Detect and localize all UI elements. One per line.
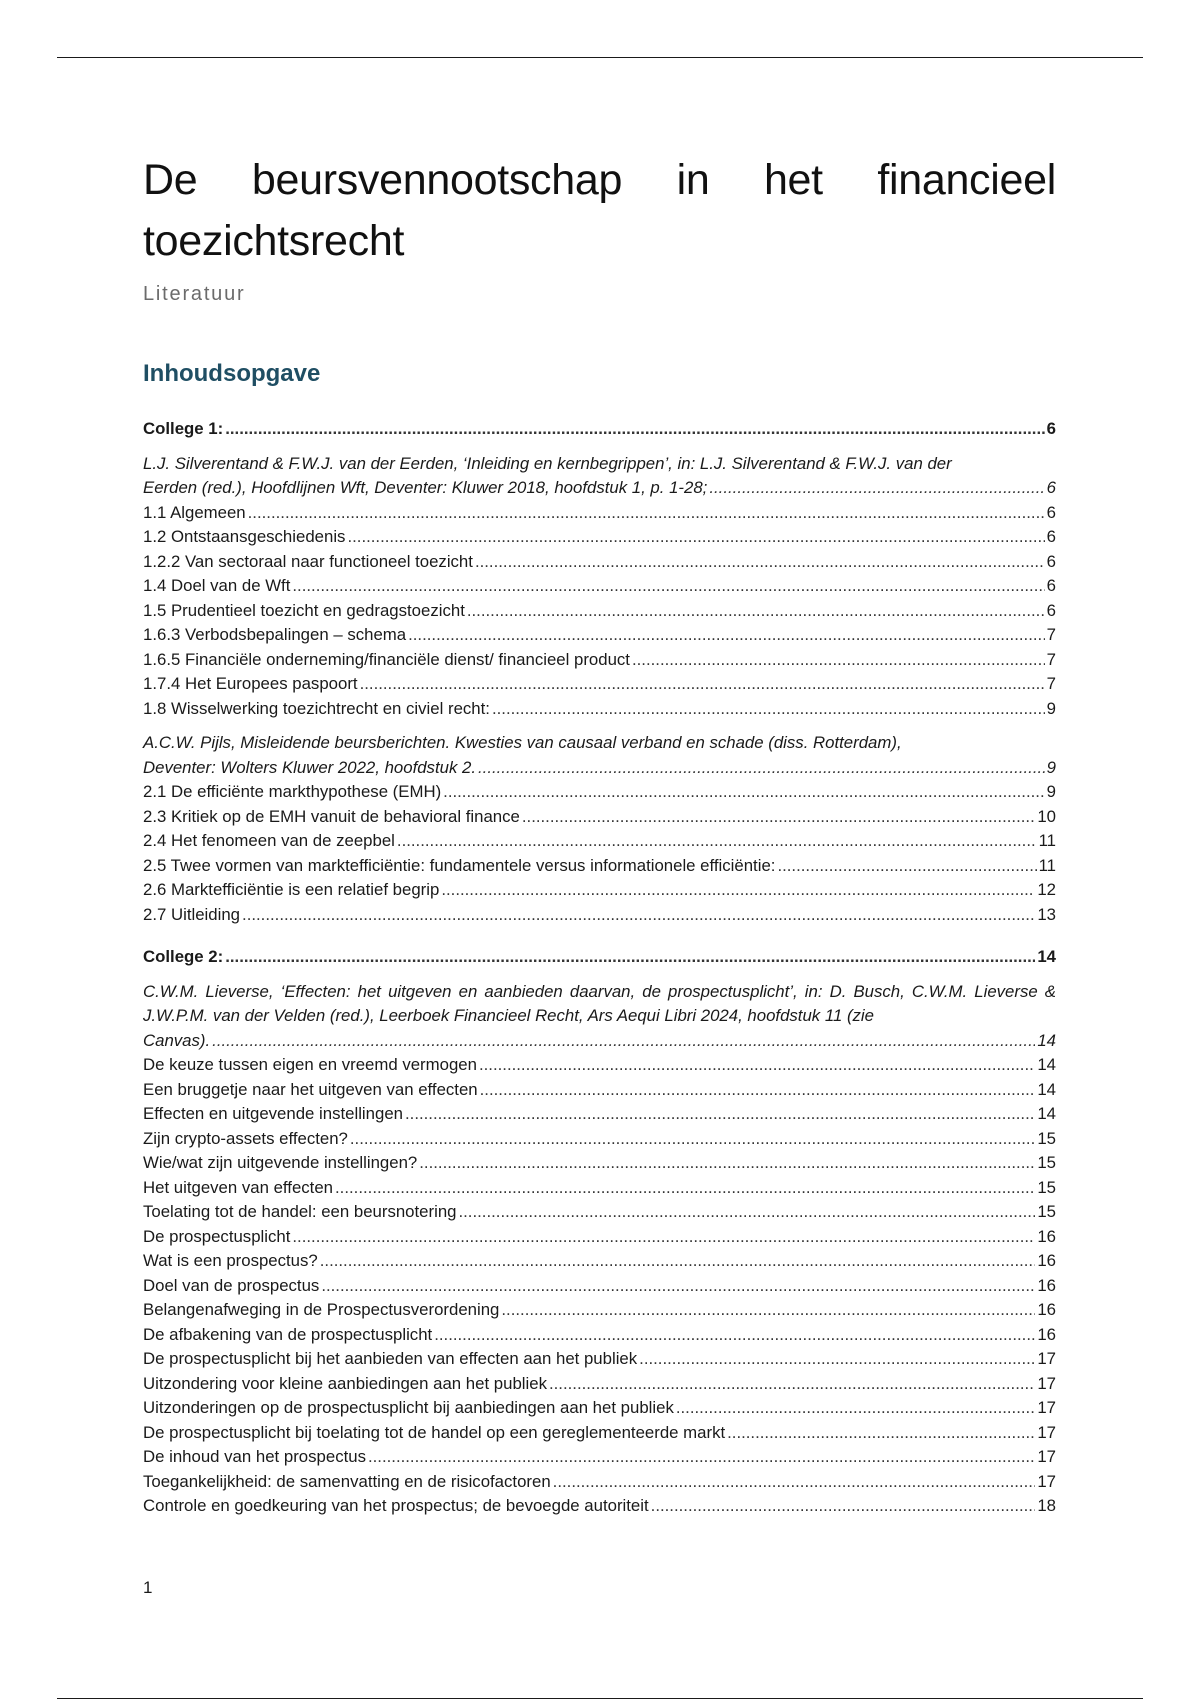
toc-entry-label: Effecten en uitgevende instellingen (143, 1104, 403, 1123)
toc-entry[interactable] (143, 525, 1056, 550)
toc-entry-page: 15 (1037, 1202, 1056, 1221)
toc-entry-page: 9 (1046, 698, 1056, 718)
toc-leader-dots (292, 574, 1044, 599)
toc-entry-page: 17 (1037, 1398, 1056, 1417)
toc-entry-page: 14 (1037, 947, 1056, 966)
toc-leader-dots (225, 945, 1035, 970)
toc-entry-page: 6 (1046, 576, 1056, 595)
toc-leader-dots (212, 1029, 1035, 1054)
toc-entry[interactable] (143, 854, 1056, 879)
toc-entry[interactable] (143, 805, 1056, 830)
toc-entry[interactable] (143, 574, 1056, 599)
toc-entry[interactable] (143, 501, 1056, 526)
toc-leader-dots (553, 1470, 1036, 1495)
toc-entry[interactable] (143, 550, 1056, 575)
toc-entry-page: 6 (1046, 551, 1056, 571)
toc-entry-page: 6 (1046, 527, 1056, 546)
toc-entry[interactable] (143, 697, 1056, 722)
toc-entry-label: Toegankelijkheid: de samenvatting en de risicofactoren (143, 1471, 551, 1491)
document-title: De beursvennootschap in het financieel toezichtsrecht (143, 156, 1056, 265)
toc-entry-label: College 1: (143, 419, 224, 438)
toc-entry-label: 2.1 De efficiënte markthypothese (EMH) (143, 782, 442, 801)
toc-leader-dots (480, 1078, 1036, 1103)
toc-entry[interactable] (143, 1421, 1056, 1446)
toc-entry[interactable] (143, 903, 1056, 928)
toc-leader-dots (335, 1176, 1035, 1201)
toc-entry-page: 17 (1037, 1447, 1056, 1466)
toc-leader-dots (419, 1151, 1035, 1176)
toc-entry-page: 17 (1037, 1349, 1056, 1368)
toc-entry-page: 13 (1037, 904, 1056, 924)
toc-leader-dots (549, 1372, 1035, 1397)
toc-entry[interactable] (143, 1127, 1056, 1152)
toc-leader-dots (408, 623, 1045, 648)
toc-reference-last-line (143, 756, 1056, 781)
toc-leader-dots (522, 805, 1035, 830)
toc-entry-label: 1.1 Algemeen (143, 502, 246, 522)
toc-entries-college-2 (143, 1053, 1056, 1519)
toc-entry-page: 7 (1046, 674, 1056, 693)
toc-entry-label: 2.5 Twee vormen van marktefficiëntie: fundamentele versus informationele efficiëntie: (143, 855, 776, 875)
toc-entry-page: 16 (1037, 1300, 1056, 1319)
toc-entry-label: Wie/wat zijn uitgevende instellingen? (143, 1153, 418, 1172)
toc-entry-label: Zijn crypto-assets effecten? (143, 1128, 348, 1148)
toc-entry-page: 16 (1037, 1324, 1056, 1344)
toc-leader-dots (639, 1347, 1035, 1372)
toc-entry-label: Deventer: Wolters Kluwer 2022, hoofdstuk 2. (143, 757, 476, 777)
toc-entry-page: 15 (1037, 1128, 1056, 1148)
table-of-contents (143, 417, 1056, 1519)
toc-entry-page: 18 (1037, 1496, 1056, 1515)
toc-leader-dots (492, 697, 1045, 722)
toc-entry-page: 17 (1037, 1422, 1056, 1442)
toc-entry-label: 1.7.4 Het Europees paspoort (143, 674, 358, 693)
toc-leader-dots (360, 672, 1045, 697)
toc-entry-label: 2.7 Uitleiding (143, 904, 241, 924)
toc-entry-page: 16 (1037, 1275, 1056, 1295)
toc-entry[interactable] (143, 1200, 1056, 1225)
toc-college-2[interactable] (143, 945, 1056, 970)
toc-entry-label: Een bruggetje naar het uitgeven van effecten (143, 1079, 478, 1099)
toc-leader-dots (347, 525, 1044, 550)
toc-entry[interactable] (143, 672, 1056, 697)
toc-entry-page: 11 (1038, 855, 1056, 875)
toc-entry[interactable] (143, 1078, 1056, 1103)
toc-entry[interactable] (143, 1470, 1056, 1495)
toc-entry[interactable] (143, 1249, 1056, 1274)
toc-entry[interactable] (143, 599, 1056, 624)
toc-entry-label: Uitzondering voor kleine aanbiedingen aan het publiek (143, 1373, 547, 1393)
toc-leader-dots (242, 903, 1035, 928)
toc-leader-dots (320, 1249, 1036, 1274)
toc-entry-page: 6 (1046, 502, 1056, 522)
toc-entry-label: Belangenafweging in de Prospectusverordening (143, 1300, 500, 1319)
toc-heading: Inhoudsopgave (143, 360, 321, 387)
toc-entry-label: De inhoud van het prospectus (143, 1447, 366, 1466)
toc-leader-dots (434, 1323, 1035, 1348)
toc-entry[interactable] (143, 1372, 1056, 1397)
toc-entry-label: De afbakening van de prospectusplicht (143, 1324, 433, 1344)
toc-leader-dots (292, 1225, 1035, 1250)
toc-leader-dots (397, 829, 1037, 854)
toc-entry[interactable] (143, 1274, 1056, 1299)
toc-entries-college-1-part-2 (143, 780, 1056, 927)
toc-entry-page: 14 (1037, 1030, 1056, 1050)
toc-entry-page: 6 (1046, 478, 1056, 497)
toc-entry-label: Uitzonderingen op de prospectusplicht bij aanbiedingen aan het publiek (143, 1398, 674, 1417)
toc-leader-dots (777, 854, 1036, 879)
toc-leader-dots (479, 1053, 1035, 1078)
toc-entry[interactable] (143, 1102, 1056, 1127)
toc-entry-label: De prospectusplicht bij het aanbieden van effecten aan het publiek (143, 1349, 638, 1368)
toc-entry-page: 11 (1038, 831, 1056, 850)
toc-entry[interactable] (143, 829, 1056, 854)
toc-reference-text: A.C.W. Pijls, Misleidende beursberichten. Kwesties van causaal verband en schade (diss. Rotterdam), (143, 733, 902, 752)
toc-entry-label: 1.5 Prudentieel toezicht en gedragstoezicht (143, 600, 465, 620)
toc-entry-label: 1.2.2 Van sectoraal naar functioneel toezicht (143, 551, 473, 571)
toc-reference-text: C.W.M. Lieverse, ‘Effecten: het uitgeven en aanbieden daarvan, de prospectusplicht’, in: D. Busch, C.W.M. Lieverse & J.W.P.M. van der Velden (red.), Leerboek Financieel Recht, Ars Aequi Libri 2024, hoofdstuk 11 (zie (143, 981, 1056, 1025)
toc-entry-label: 2.6 Marktefficiëntie is een relatief begrip (143, 880, 440, 899)
toc-entry-label: Eerden (red.), Hoofdlijnen Wft, Deventer: Kluwer 2018, hoofdstuk 1, p. 1-28; (143, 478, 708, 497)
toc-entry-label: Toelating tot de handel: een beursnotering (143, 1202, 457, 1221)
toc-entry-page: 7 (1046, 649, 1056, 669)
toc-college-1[interactable] (143, 417, 1056, 442)
toc-leader-dots (651, 1494, 1036, 1519)
toc-leader-dots (350, 1127, 1035, 1152)
toc-entry-label: Wat is een prospectus? (143, 1251, 318, 1270)
toc-entry-page: 6 (1046, 419, 1056, 438)
page-number: 1 (143, 1578, 153, 1597)
toc-entry[interactable] (143, 878, 1056, 903)
toc-entry-page: 6 (1046, 600, 1056, 620)
toc-entry-label: Het uitgeven van effecten (143, 1177, 334, 1197)
toc-entries-college-1-part-1 (143, 501, 1056, 722)
toc-leader-dots (405, 1102, 1035, 1127)
toc-reference-lieverse[interactable] (143, 980, 1056, 1054)
toc-leader-dots (368, 1445, 1035, 1470)
toc-reference-last-line (143, 476, 1056, 501)
toc-entry-label: De prospectusplicht (143, 1226, 291, 1246)
toc-entry-page: 17 (1037, 1373, 1056, 1393)
toc-entry-page: 7 (1046, 625, 1056, 644)
toc-entry-page: 9 (1046, 757, 1056, 777)
toc-entry-label: 1.6.5 Financiële onderneming/financiële dienst/ financieel product (143, 649, 630, 669)
toc-leader-dots (501, 1298, 1035, 1323)
toc-leader-dots (632, 648, 1045, 673)
document-subtitle: Literatuur (143, 283, 246, 305)
toc-leader-dots (441, 878, 1035, 903)
toc-entry-label: De prospectusplicht bij toelating tot de handel op een gereglementeerde markt (143, 1422, 726, 1442)
toc-entry-page: 10 (1037, 806, 1056, 826)
toc-entry[interactable] (143, 1494, 1056, 1519)
toc-entry[interactable] (143, 1053, 1056, 1078)
toc-entry[interactable] (143, 648, 1056, 673)
toc-entry[interactable] (143, 1445, 1056, 1470)
document-page (143, 150, 1056, 1519)
toc-entry[interactable] (143, 1347, 1056, 1372)
toc-entry-label: 1.8 Wisselwerking toezichtrecht en civiel recht: (143, 698, 490, 718)
toc-leader-dots (478, 756, 1045, 781)
toc-entry-label: 2.4 Het fenomeen van de zeepbel (143, 831, 395, 850)
toc-entry-page: 17 (1037, 1471, 1056, 1491)
toc-entry-page: 14 (1037, 1079, 1056, 1099)
toc-entry[interactable] (143, 1176, 1056, 1201)
toc-entry[interactable] (143, 1225, 1056, 1250)
toc-entry-label: Doel van de prospectus (143, 1275, 320, 1295)
toc-leader-dots (727, 1421, 1035, 1446)
toc-entry-label: Controle en goedkeuring van het prospectus; de bevoegde autoriteit (143, 1496, 649, 1515)
toc-reference-silverentand[interactable] (143, 452, 1056, 501)
toc-leader-dots (709, 476, 1044, 501)
toc-entry-label: 1.6.3 Verbodsbepalingen – schema (143, 625, 407, 644)
toc-leader-dots (443, 780, 1045, 805)
toc-leader-dots (321, 1274, 1035, 1299)
toc-entry-label: College 2: (143, 947, 224, 966)
toc-entry[interactable] (143, 1151, 1056, 1176)
toc-entry-page: 16 (1037, 1226, 1056, 1246)
toc-entry-label: 1.4 Doel van de Wft (143, 576, 291, 595)
toc-entry[interactable] (143, 1298, 1056, 1323)
toc-entry[interactable] (143, 1396, 1056, 1421)
toc-entry-page: 14 (1037, 1055, 1056, 1074)
toc-entry[interactable] (143, 780, 1056, 805)
toc-entry-label: De keuze tussen eigen en vreemd vermogen (143, 1055, 477, 1074)
toc-entry-label: 2.3 Kritiek op de EMH vanuit de behavioral finance (143, 806, 520, 826)
toc-entry[interactable] (143, 623, 1056, 648)
toc-entry-page: 14 (1037, 1104, 1056, 1123)
toc-entry-label: 1.2 Ontstaansgeschiedenis (143, 527, 346, 546)
toc-entry-page: 9 (1046, 782, 1056, 801)
toc-leader-dots (676, 1396, 1035, 1421)
toc-entry[interactable] (143, 1323, 1056, 1348)
toc-entry-page: 12 (1037, 880, 1056, 899)
toc-reference-text: L.J. Silverentand & F.W.J. van der Eerden, ‘Inleiding en kernbegrippen’, in: L.J. Silverentand & F.W.J. van der (143, 453, 952, 473)
toc-entry-label: Canvas). (143, 1030, 211, 1050)
toc-leader-dots (225, 417, 1044, 442)
toc-entry-page: 15 (1037, 1153, 1056, 1172)
toc-leader-dots (467, 599, 1045, 624)
toc-leader-dots (475, 550, 1045, 575)
header-rule (57, 57, 1143, 58)
toc-entry-page: 15 (1037, 1177, 1056, 1197)
toc-entry-page: 16 (1037, 1251, 1056, 1270)
toc-leader-dots (248, 501, 1045, 526)
footer-rule (57, 1698, 1143, 1699)
toc-leader-dots (458, 1200, 1035, 1225)
toc-reference-pijls[interactable] (143, 731, 1056, 780)
toc-reference-last-line (143, 1029, 1056, 1054)
